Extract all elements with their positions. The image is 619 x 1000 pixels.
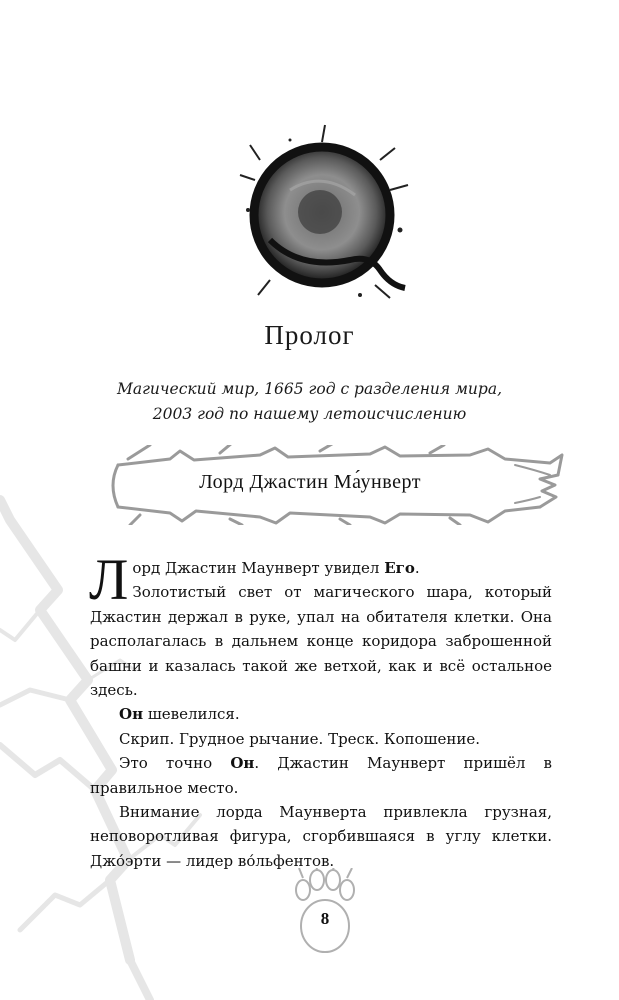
dark-orb-illustration	[230, 120, 415, 310]
subtitle-line-2: 2003 год по нашему летоисчислению	[152, 405, 467, 423]
subtitle-line-1: Магический мир, 1665 год с разделения мира,	[116, 380, 503, 398]
paragraph-6: Внимание лорда Маунверта привлекла грузная, неповоротливая фигура, сгорбившаяся в углу клетки. Джо́эрти — лидер во́льфентов.	[90, 803, 552, 870]
chapter-subtitle	[0, 377, 619, 427]
body-text	[89, 547, 552, 873]
paragraph-1-bold: Его	[384, 559, 415, 577]
chapter-title: Пролог	[264, 320, 355, 350]
paragraph-3-text: шевелился.	[143, 705, 240, 724]
paragraph-5-text-1: Это точно	[119, 754, 231, 773]
paragraph-4: Скрип. Грудное рычание. Треск. Копошение.	[119, 729, 480, 748]
paragraph-1	[89, 547, 552, 702]
paragraph-5-bold: Он	[230, 754, 255, 773]
drop-cap: Л	[89, 547, 129, 612]
paragraph-5-text-2: . Джастин Маунверт пришёл в правильное место.	[90, 754, 552, 797]
paragraph-1-end: .	[414, 559, 420, 577]
paragraph-3	[90, 702, 552, 726]
character-banner-title: Лорд Джастин Ма́унверт	[199, 471, 421, 493]
page-number: 8	[320, 909, 330, 928]
paragraph-3-bold: Он	[119, 705, 144, 724]
paragraph-1-text: орд Джастин Маунверт увидел	[132, 559, 385, 577]
paragraph-2: Золотистый свет от магического шара, который Джастин держал в руке, упал на обитателя клетки. Она располагалась в дальнем конце коридора заброшенной башни и казалась такой же ветхой, как и всё остальное здесь.	[90, 583, 552, 700]
paragraph-5	[90, 751, 552, 800]
